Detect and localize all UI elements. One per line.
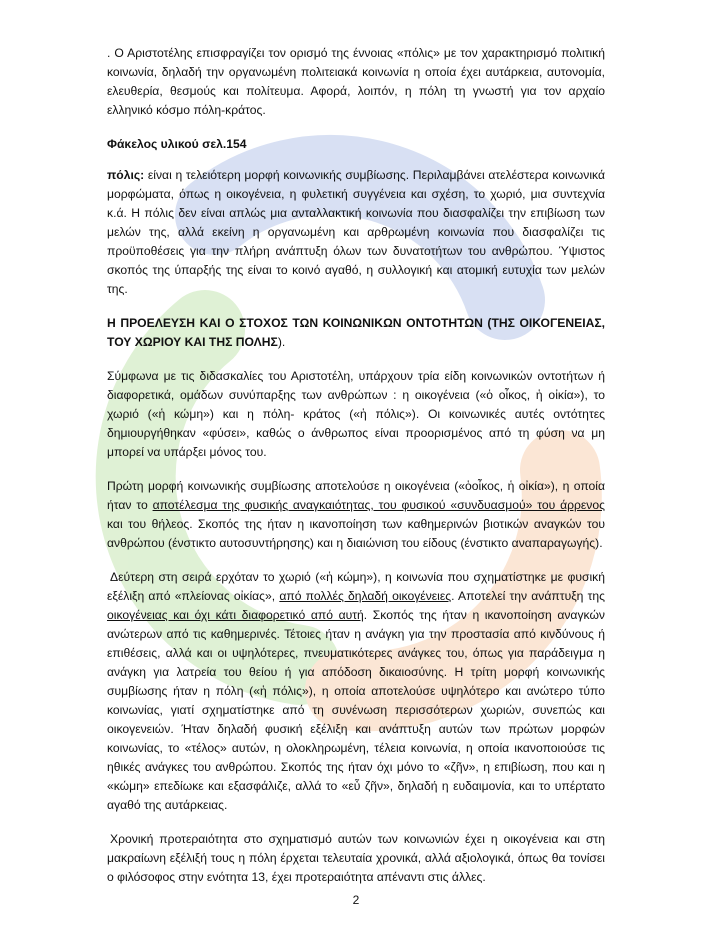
polis-definition-text: είναι η τελειότερη μορφή κοινωνικής συμβίωσης. Περιλαμβάνει ατελέστερα κοινωνικά μορφώματα, όπως η οικογένεια, η φυλετική συγγένεια και σχέση, το χωριό, μια συντεχνία κ.ά. Η πόλις δεν είναι απλώς μια ανταλλακτική κοινωνία που διασφαλίζει την επιβίωση των μελών της, αλλά εκείνη η οργανωμένη και αρθρωμένη κοινωνία που διασφαλίζει τις προϋποθέσεις για την πλήρη ανάπτυξη όλων των δυνατοτήτων του ανθρώπου. Ύψιστος σκοπός της ύπαρξής της είναι το κοινό αγαθό, η συλλογική και ατομική ευτυχία των μελών της. [107, 168, 605, 296]
village-city-paragraph [107, 568, 605, 815]
polis-definition-paragraph [107, 166, 605, 299]
intro-paragraph: . Ο Αριστοτέλης επισφραγίζει τον ορισμό της έννοιας «πόλις» με τον χαρακτηρισμό πολιτική κοινωνία, δηλαδή την οργανωμένη πολιτειακά κοινωνία η οποία έχει αυτάρκεια, αυτονομία, ελευθερία, θεσμούς και πολίτευμα. Αφορά, λοιπόν, η πόλη τη γνωστή για τον αρχαίο ελληνικό κόσμο πόλη-κράτος. [107, 46, 605, 117]
page-number: 2 [352, 893, 360, 907]
polis-term: πόλις: [107, 168, 145, 182]
section-heading-tail: ). [277, 335, 286, 349]
village-underlined-text-1: από πολλές δηλαδή οικογένειες [279, 589, 452, 603]
section-heading-paragraph [107, 314, 605, 352]
village-underlined-text-2: οικογένειας και όχι κάτι διαφορετικό από αυτή [107, 608, 364, 622]
village-text-c: . Σκοπός της ήταν η ικανοποίηση αναγκών ανώτερων από τις καθημερινές. Τέτοιες ήταν η ανάγκη για την προστασία από κινδύνους ή επιθέσεις, αλλά και οι υψηλότερες, πνευματικότερες ανάγκες του, όπως για παράδειγμα η ανάγκη για λατρεία του θείου ή για απόδοση δικαιοσύνης. Η τρίτη μορφή κοινωνικής συμβίωσης ήταν η πόλη («ἡ πόλις»), η οποία αποτελούσε υψηλότερο και ανώτερο τύπο κοινωνίας, γιατί σχηματίστηκε από τη συνένωση περισσότερων χωριών, συνεπώς και οικογενειών. Ήταν δηλαδή φυσική εξέλιξη και ανάπτυξη αυτών των πρώτων μορφών κοινωνίας, το «τέλος» αυτών, η ολοκληρωμένη, τέλεια κοινωνία, η οποία ικανοποιούσε τις ηθικές ανάγκες του ανθρώπου. Σκοπός της ήταν όχι μόνο το «ζῆν», η επιβίωση, που και η «κώμη» επεδίωκε και εξασφάλιζε, αλλά το «εὖ ζῆν», δηλαδή η ευδαιμονία, και το υπέρτατο αγαθό της αυτάρκειας. [107, 608, 605, 812]
village-text-a: Δεύτερη στη σειρά ερχόταν το χωριό («ἡ κώμη»), η κοινωνία που σχηματίστηκε με φυσική εξέλιξη από «πλείονας οἰκίας», [107, 570, 605, 603]
family-text-a: Πρώτη μορφή κοινωνικής συμβίωσης αποτελούσε η οικογένεια («ὁοἶκος, ἡ οἰκία»), η οποία ήταν το [107, 479, 605, 512]
family-text-b: και του θήλεος. Σκοπός της ήταν η ικανοποίηση των καθημερινών βιοτικών αναγκών του ανθρώπου (ένστικτο αυτοσυντήρησης) και η διαιώνιση του είδους (ένστικτο αναπαραγωγής). [107, 517, 605, 550]
chronology-text: Χρονική προτεραιότητα στο σχηματισμό αυτών των κοινωνιών έχει η οικογένεια και στη μακραίωνη εξέλιξή τους η πόλη έρχεται τελευταία χρονικά, αλλά αξιολογικά, όπως θα τονίσει ο φιλόσοφος στην ενότητα 13, έχει προτεραιότητα απέναντι στις άλλες. [107, 832, 605, 884]
section-heading: Η ΠΡΟΕΛΕΥΣΗ ΚΑΙ Ο ΣΤΟΧΟΣ ΤΩΝ ΚΟΙΝΩΝΙΚΩΝ ΟΝΤΟΤΗΤΩΝ (ΤΗΣ ΟΙΚΟΓΕΝΕΙΑΣ, ΤΟΥ ΧΩΡΙΟΥ ΚΑΙ ΤΗΣ ΠΟΛΗΣ [107, 316, 605, 349]
family-underlined-text: αποτέλεσμα της φυσικής αναγκαιότητας, του φυσικού «συνδυασμού» του άρρενος [152, 498, 605, 512]
family-paragraph [107, 477, 605, 553]
folder-heading: Φάκελος υλικού σελ.154 [107, 137, 247, 151]
chronology-paragraph [107, 830, 605, 887]
village-text-b: . Αποτελεί την ανάπτυξη της [451, 589, 605, 603]
document-page [107, 44, 605, 887]
social-entities-paragraph: Σύμφωνα με τις διδασκαλίες του Αριστοτέλη, υπάρχουν τρία είδη κοινωνικών οντοτήτων ή διαφορετικά, ομάδων συνύπαρξης των ανθρώπων : η οικογένεια («ὁ οἶκος, ἡ οἰκία»), το χωριό («ἡ κώμη») και η πόλη- κράτος («ἡ πόλις»). Οι κοινωνικές αυτές οντότητες δημιουργήθηκαν «φύσει», καθώς ο άνθρωπος είναι προορισμένος από τη φύση να μη μπορεί να υπάρξει μόνος του. [107, 369, 605, 459]
